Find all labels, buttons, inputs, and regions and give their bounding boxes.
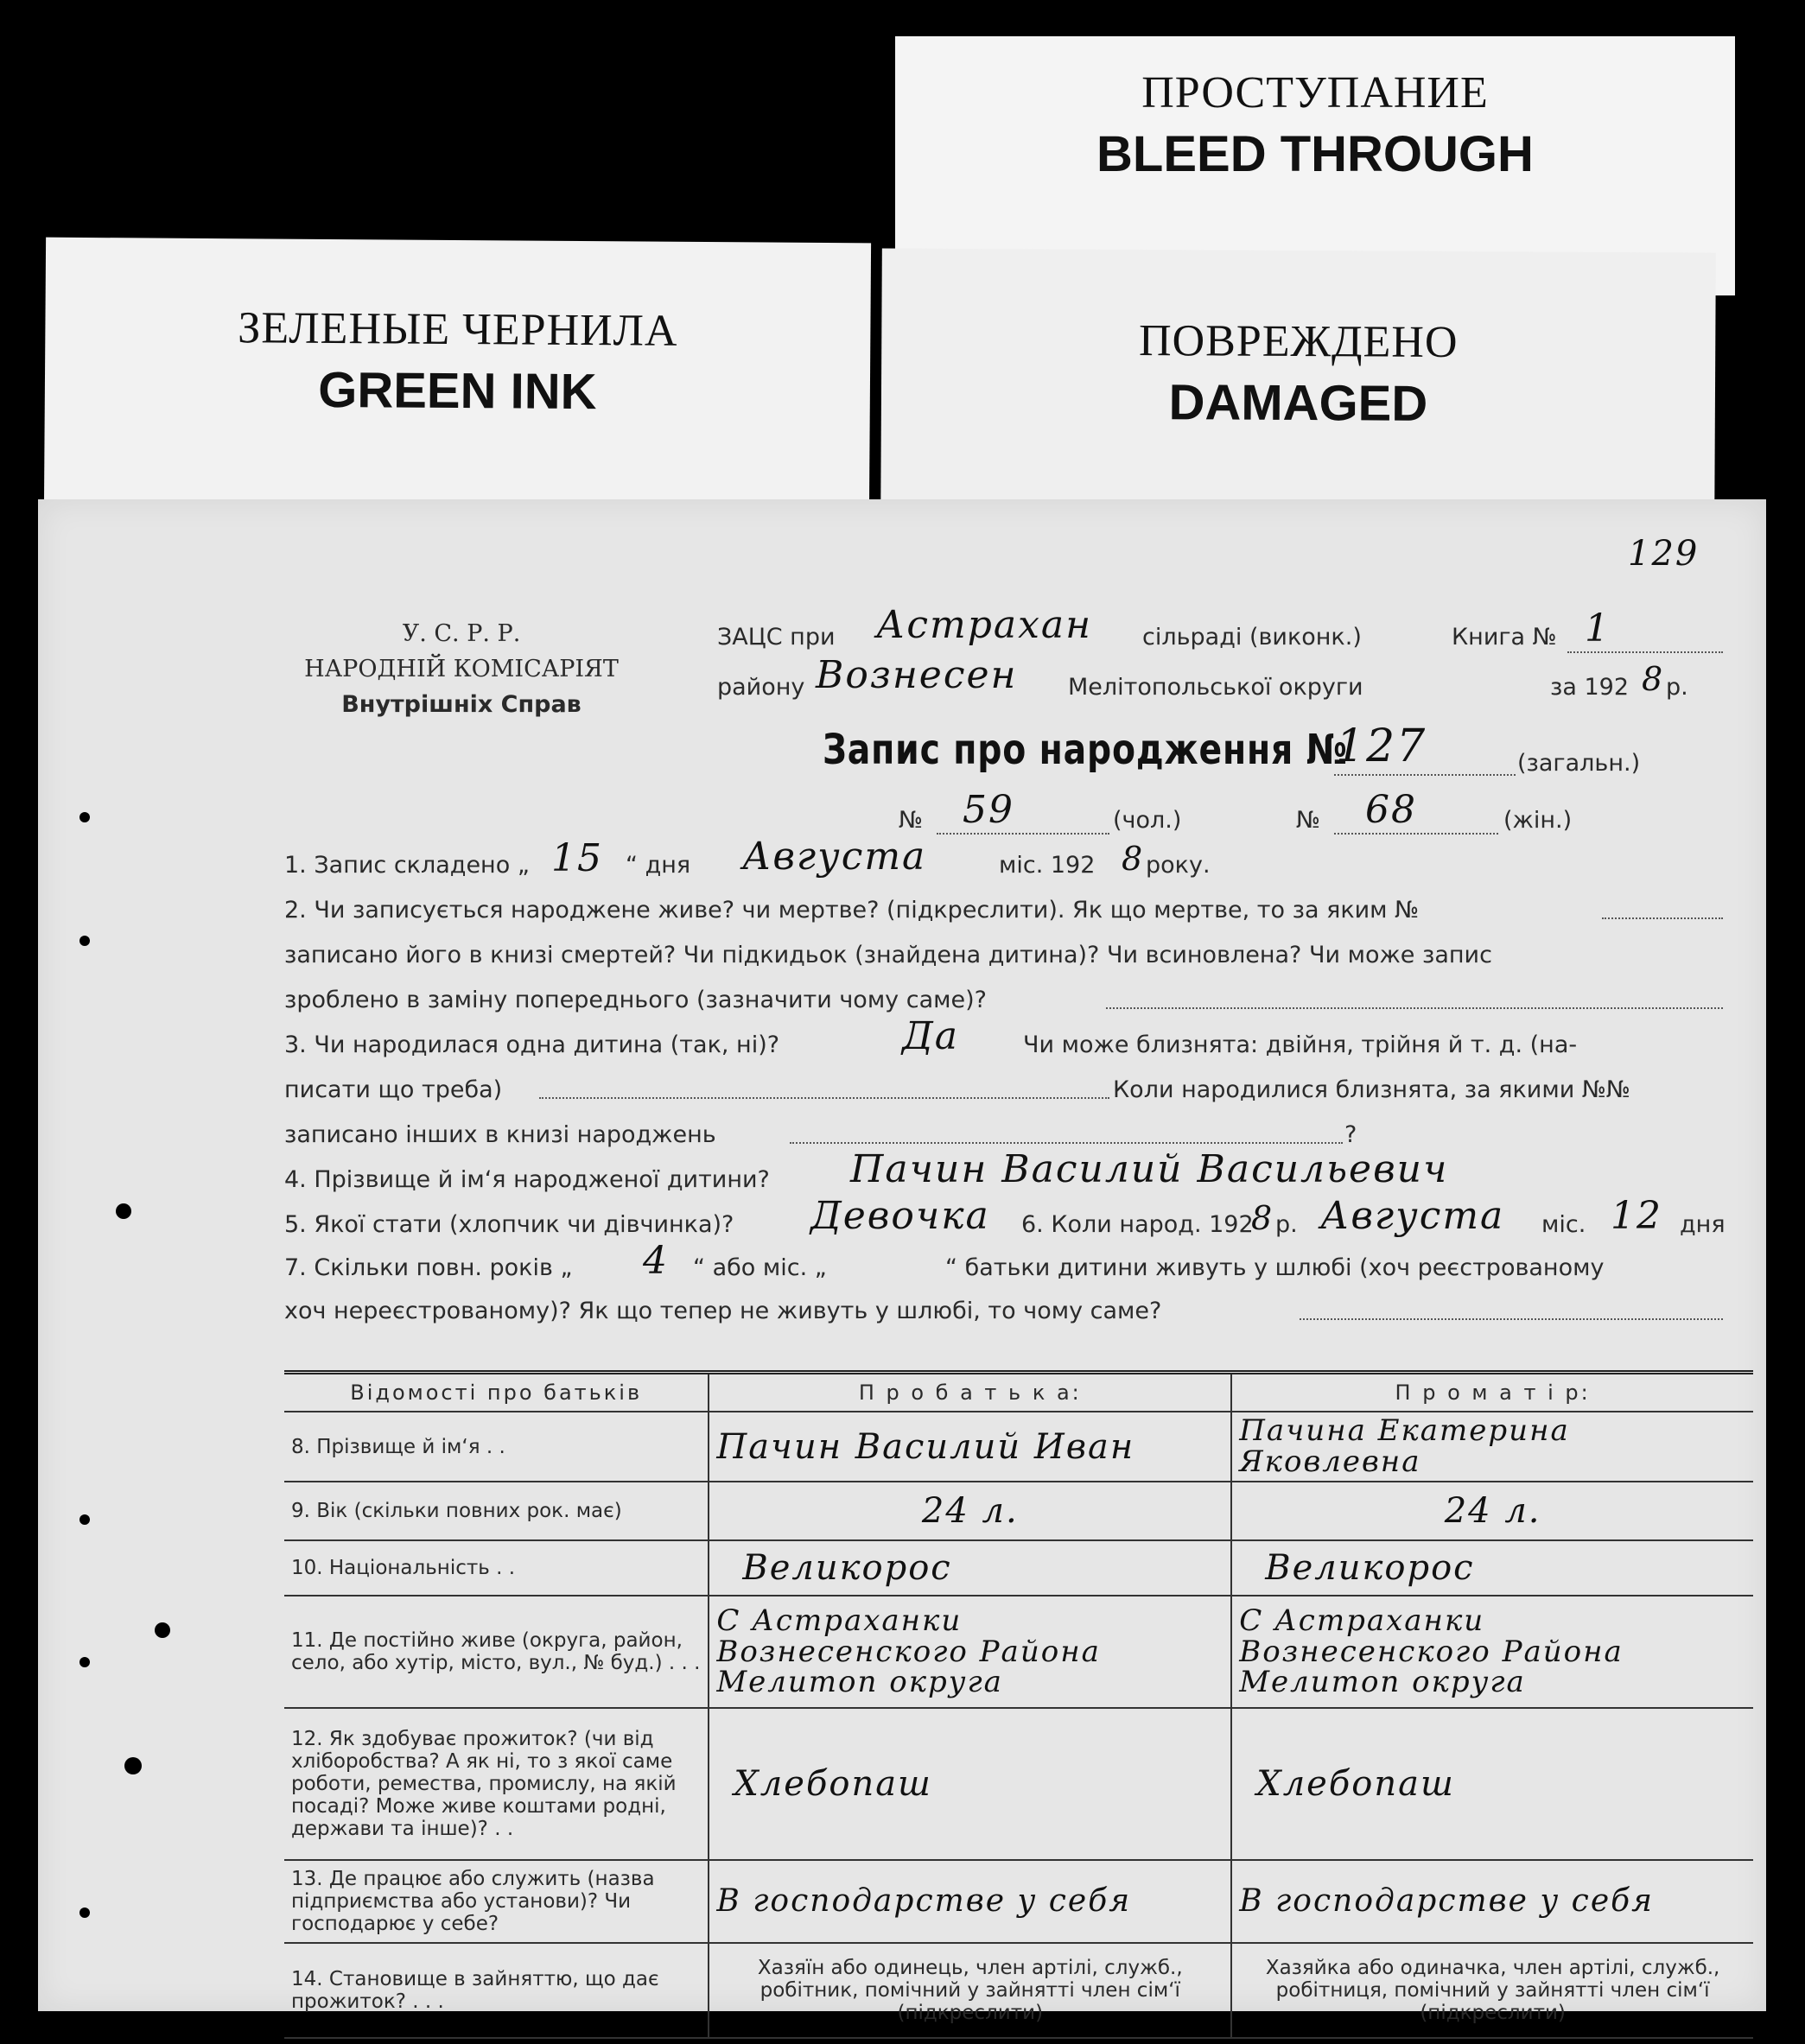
zags-value: Астрахан bbox=[876, 603, 1093, 647]
q4-label: 4. Прізвище й ім‘я народженої дитини? bbox=[284, 1166, 770, 1193]
q6-month: Августа bbox=[1320, 1194, 1505, 1238]
male-label: (чол.) bbox=[1113, 807, 1182, 834]
damaged-tag-en: DAMAGED bbox=[1168, 374, 1428, 432]
year-value: 8 bbox=[1642, 660, 1665, 698]
col-header-father: П р о б а т ь к а: bbox=[709, 1373, 1231, 1412]
binding-hole bbox=[79, 1514, 90, 1525]
damaged-tag-ru: ПОВРЕЖДЕНО bbox=[1138, 316, 1459, 367]
bleed-through-tag-ru: ПРОСТУПАНИЕ bbox=[1141, 68, 1489, 117]
male-no-label: № bbox=[899, 807, 924, 834]
q5-label: 5. Якої стати (хлопчик чи дівчинка)? bbox=[284, 1211, 734, 1238]
row-label: 10. Національність . . bbox=[284, 1540, 709, 1596]
okrug-label: Мелітопольської округи bbox=[1068, 674, 1363, 701]
q6-label: 6. Коли народ. 192 bbox=[1021, 1211, 1254, 1238]
parents-table bbox=[284, 1370, 1753, 2039]
birth-record-sheet bbox=[38, 499, 1766, 2025]
col-header-info: Відомості про батьків bbox=[284, 1373, 709, 1412]
binding-hole bbox=[116, 1203, 131, 1219]
table-row bbox=[284, 1412, 1753, 1482]
row-label: 11. Де постійно живе (округа, район, село, або хутір, місто, вул., № буд.) . . . bbox=[284, 1596, 709, 1708]
q5-sex: Девочка bbox=[810, 1194, 990, 1238]
female-no-label: № bbox=[1296, 807, 1321, 834]
row-label: 13. Де працює або служить (назва підприємства або установи)? Чи господарює у себе? bbox=[284, 1860, 709, 1943]
q6-month-suffix: міс. bbox=[1541, 1211, 1586, 1238]
q6-year: 8 bbox=[1251, 1199, 1274, 1237]
binding-hole bbox=[124, 1757, 142, 1774]
q1-day: 15 bbox=[551, 836, 603, 880]
book-number: 1 bbox=[1585, 606, 1611, 651]
table-row bbox=[284, 1708, 1753, 1860]
year-label: за 192 bbox=[1550, 674, 1630, 701]
record-title: Запис про народження № bbox=[823, 726, 1348, 774]
row-label: 14. Становище в зайняттю, що дає прожиток? . . . bbox=[284, 1943, 709, 2038]
record-number: 127 bbox=[1336, 720, 1427, 772]
mother-livelihood: Хлебопаш bbox=[1256, 1764, 1455, 1805]
father-age: 24 л. bbox=[921, 1491, 1019, 1532]
row-label: 9. Вік (скільки повних рок. має) bbox=[284, 1482, 709, 1540]
q6-day-suffix: дня bbox=[1680, 1211, 1726, 1238]
q7-marriage-question: “ батьки дитини живуть у шлюбі (хоч реєстрованому bbox=[945, 1254, 1605, 1281]
q3-twins-question: Чи може близнята: двійня, трійня й т. д. (на- bbox=[1023, 1032, 1578, 1058]
father-occupation-status: Хазяїн або одинець, член артілі, служб., робітник, помічний у зайнятті член сім‘ї (підкреслити) bbox=[709, 1943, 1231, 2038]
green-ink-tag-en: GREEN INK bbox=[318, 361, 597, 421]
q3-label: 3. Чи народилася одна дитина (так, ні)? bbox=[284, 1032, 780, 1058]
row-label: 8. Прізвище й ім‘я . . bbox=[284, 1412, 709, 1482]
binding-hole bbox=[79, 1657, 90, 1667]
q7-line2: хоч нереєстрованому)? Як що тепер не живуть у шлюбі, то чому саме? bbox=[284, 1298, 1162, 1324]
q1-year-suffix: року. bbox=[1146, 852, 1211, 879]
zags-suffix: сільраді (виконк.) bbox=[1142, 624, 1362, 651]
q2-line1: 2. Чи записується народжене живе? чи мертве? (підкреслити). Як що мертве, то за яким № bbox=[284, 897, 1420, 924]
q2-line2: записано його в книзі смертей? Чи підкидьок (знайдена дитина)? Чи всиновлена? Чи може запис bbox=[284, 942, 1492, 968]
ministry-block bbox=[280, 620, 643, 727]
q2-line3: зроблено в заміну попереднього (зазначити чому саме)? bbox=[284, 987, 987, 1013]
father-nationality: Великорос bbox=[742, 1548, 952, 1589]
q7-label: 7. Скільки повн. років „ bbox=[284, 1254, 573, 1281]
damaged-tag bbox=[880, 248, 1716, 529]
green-ink-tag-ru: ЗЕЛЕНЫЕ ЧЕРНИЛА bbox=[238, 303, 678, 356]
father-workplace: В господарстве у себя bbox=[716, 1883, 1132, 1920]
green-ink-tag bbox=[44, 238, 871, 520]
binding-hole bbox=[79, 812, 90, 822]
record-total-label: (загальн.) bbox=[1517, 750, 1641, 777]
mother-name: Пачина Екатерина Яковлевна bbox=[1239, 1413, 1570, 1479]
ministry-line1: НАРОДНІЙ КОМІСАРІЯТ bbox=[304, 656, 619, 682]
q7-years: 4 bbox=[643, 1239, 669, 1283]
q6-day: 12 bbox=[1611, 1194, 1662, 1238]
male-count: 59 bbox=[963, 788, 1014, 832]
ministry-line2: Внутрішніх Справ bbox=[341, 691, 582, 718]
table-row bbox=[284, 1540, 1753, 1596]
mother-occupation-status: Хазяйка або одиначка, член артілі, служб., робітниця, помічний у зайнятті член сім‘ї (підкреслити) bbox=[1231, 1943, 1753, 2038]
q1-month: Августа bbox=[742, 835, 927, 879]
q7-months-label: “ або міс. „ bbox=[693, 1254, 827, 1281]
father-name: Пачин Василий Иван bbox=[716, 1426, 1135, 1467]
q1-month-suffix: міс. 192 bbox=[999, 852, 1096, 879]
mother-nationality: Великорос bbox=[1265, 1548, 1475, 1589]
mother-age: 24 л. bbox=[1444, 1491, 1541, 1532]
q4-child-name: Пачин Василий Васильевич bbox=[850, 1147, 1449, 1191]
ussr-label: У. С. Р. Р. bbox=[402, 620, 521, 647]
district-label: району bbox=[717, 674, 805, 701]
q1-year: 8 bbox=[1122, 840, 1145, 878]
q1-day-suffix: “ дня bbox=[626, 852, 691, 879]
table-row bbox=[284, 1596, 1753, 1708]
zags-label: ЗАЦС при bbox=[717, 624, 836, 651]
table-row bbox=[284, 1482, 1753, 1540]
female-label: (жін.) bbox=[1503, 807, 1573, 834]
q3-line3: записано інших в книзі народжень bbox=[284, 1121, 716, 1148]
q1-label: 1. Запис складено „ bbox=[284, 852, 530, 879]
binding-hole bbox=[79, 936, 90, 946]
q3-answer: Да bbox=[902, 1014, 960, 1058]
father-residence: С Астраханки Вознесенского Района Мелитоп округа bbox=[716, 1603, 1101, 1700]
binding-hole bbox=[79, 1908, 90, 1918]
district-value: Вознесен bbox=[816, 653, 1018, 697]
mother-residence: С Астраханки Вознесенского Района Мелитоп округа bbox=[1239, 1603, 1624, 1700]
year-suffix: р. bbox=[1666, 674, 1688, 701]
mother-workplace: В господарстве у себя bbox=[1239, 1883, 1654, 1920]
binding-hole bbox=[155, 1622, 170, 1638]
bleed-through-tag-en: BLEED THROUGH bbox=[1096, 126, 1534, 182]
q3-line2a: писати що треба) bbox=[284, 1076, 503, 1103]
page-number: 129 bbox=[1628, 534, 1700, 574]
female-count: 68 bbox=[1365, 788, 1417, 832]
row-label: 12. Як здобуває прожиток? (чи від хліборобства? А як ні, то з якої саме роботи, ремества, промислу, на якій посаді? Може живе коштами родні, держави та інше)? . . bbox=[284, 1708, 709, 1860]
col-header-mother: П р о м а т і р: bbox=[1231, 1373, 1753, 1412]
book-label: Книга № bbox=[1452, 624, 1557, 651]
q3-line2b: Коли народилися близнята, за якими №№ bbox=[1113, 1076, 1631, 1103]
q6-year-suffix: р. bbox=[1275, 1211, 1298, 1238]
q3-line3-end: ? bbox=[1344, 1121, 1357, 1148]
father-livelihood: Хлебопаш bbox=[734, 1764, 932, 1805]
table-row bbox=[284, 1943, 1753, 2038]
table-row bbox=[284, 1860, 1753, 1943]
